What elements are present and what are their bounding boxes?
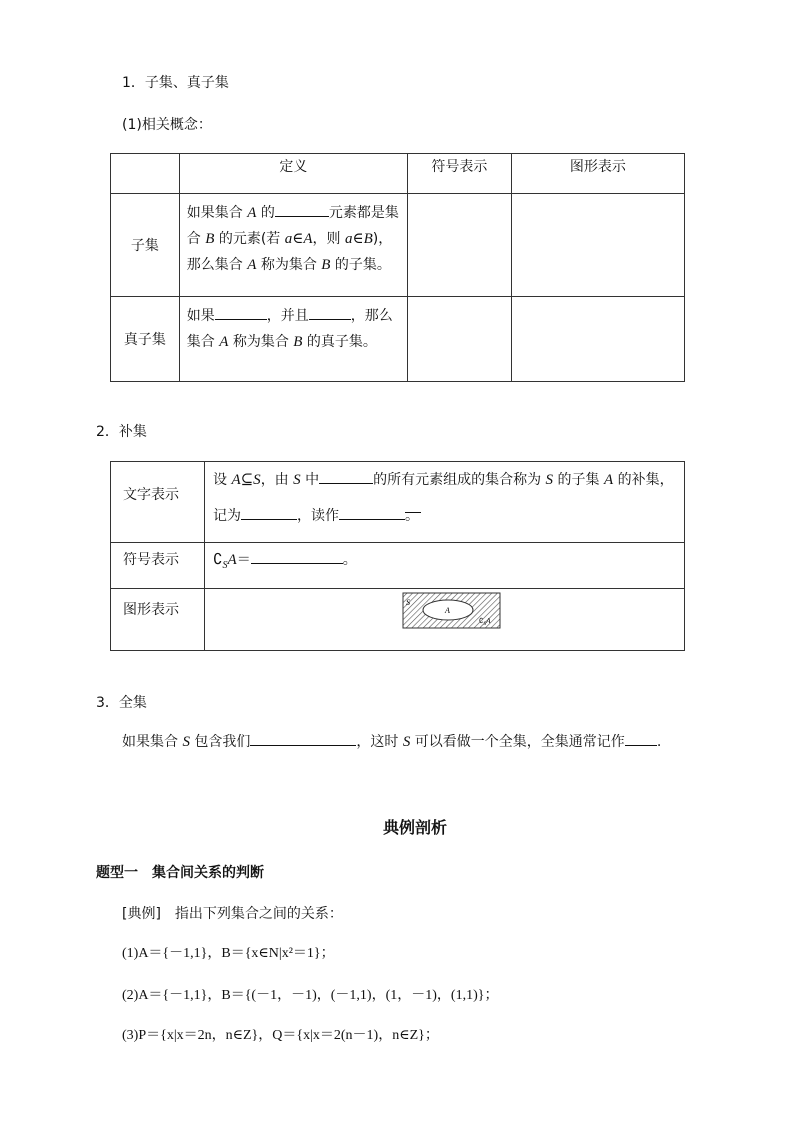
- blank-proper-1[interactable]: [215, 305, 267, 320]
- header-symbol: 符号表示: [408, 154, 512, 194]
- type-heading: 题型一 集合间关系的判断: [96, 865, 264, 881]
- row-proper-subset-definition: 如果 ，并且 ，那么集合 A 称为集合 B 的真子集。: [179, 297, 407, 382]
- symbol-rep-label: 符号表示: [111, 543, 205, 589]
- section-1-subheading: (1)相关概念：: [122, 117, 212, 133]
- row-proper-subset-label: 真子集: [111, 297, 180, 382]
- venn-label-complement: $∁_SA$: [479, 617, 491, 627]
- example-intro: [典例] 指出下列集合之间的关系：: [122, 906, 343, 922]
- venn-label-a: A: [445, 606, 450, 615]
- complement-table: [110, 461, 685, 651]
- row-subset-definition: 如果集合 A 的 元素都是集合 B 的元素(若 a∈A，则 a∈B)，那么集合 A 称为集合 B 的子集。: [179, 194, 407, 297]
- blank-universal-2[interactable]: [625, 731, 657, 746]
- blank-complement-notation[interactable]: [241, 505, 297, 520]
- header-figure: 图形表示: [511, 154, 684, 194]
- header-definition: 定义: [179, 154, 407, 194]
- row-subset-label: 子集: [111, 194, 180, 297]
- text-rep-label: 文字表示: [111, 462, 205, 543]
- row-proper-subset-figure: [511, 297, 684, 382]
- row-subset-symbol: [408, 194, 512, 297]
- header-empty: [111, 154, 180, 194]
- blank-complement-reading[interactable]: [339, 505, 405, 520]
- example-item-3: (3)P＝{x|x＝2n，n∈Z}，Q＝{x|x＝2(n－1)，n∈Z}；: [122, 1028, 439, 1043]
- venn-diagram: [402, 592, 502, 630]
- blank-complement-1[interactable]: [319, 469, 373, 484]
- example-item-1: (1)A＝{－1,1}，B＝{x∈N|x²＝1}；: [122, 946, 335, 961]
- figure-rep-label: 图形表示: [111, 589, 205, 651]
- symbol-rep-content: $∁_SA=$ 。: [205, 543, 685, 589]
- venn-label-s: S: [406, 598, 410, 607]
- row-subset-figure: [511, 194, 684, 297]
- section-3-text: 如果集合 S 包含我们 ，这时 S 可以看做一个全集，全集通常记作 .: [122, 731, 661, 751]
- analysis-title: 典例剖析: [382, 818, 447, 837]
- blank-universal-1[interactable]: [250, 731, 356, 746]
- text-rep-content: 设 A⊆S，由 S 中 的所有元素组成的集合称为 S 的子集 A 的补集， 记为 ，读作 。: [205, 462, 685, 543]
- blank-proper-2[interactable]: [309, 305, 351, 320]
- row-proper-subset-symbol: [408, 297, 512, 382]
- section-1-heading: 1．子集、真子集: [122, 75, 229, 91]
- section-3-heading: 3．全集: [96, 695, 147, 711]
- blank-subset-1[interactable]: [275, 202, 329, 217]
- blank-complement-symbol[interactable]: [251, 549, 343, 564]
- section-2-heading: 2．补集: [96, 424, 147, 440]
- concept-table: [110, 153, 685, 382]
- example-item-2: (2)A＝{－1,1}，B＝{(－1，－1)，(－1,1)，(1，－1)，(1,1)}；: [122, 988, 499, 1003]
- figure-rep-content: [205, 589, 685, 651]
